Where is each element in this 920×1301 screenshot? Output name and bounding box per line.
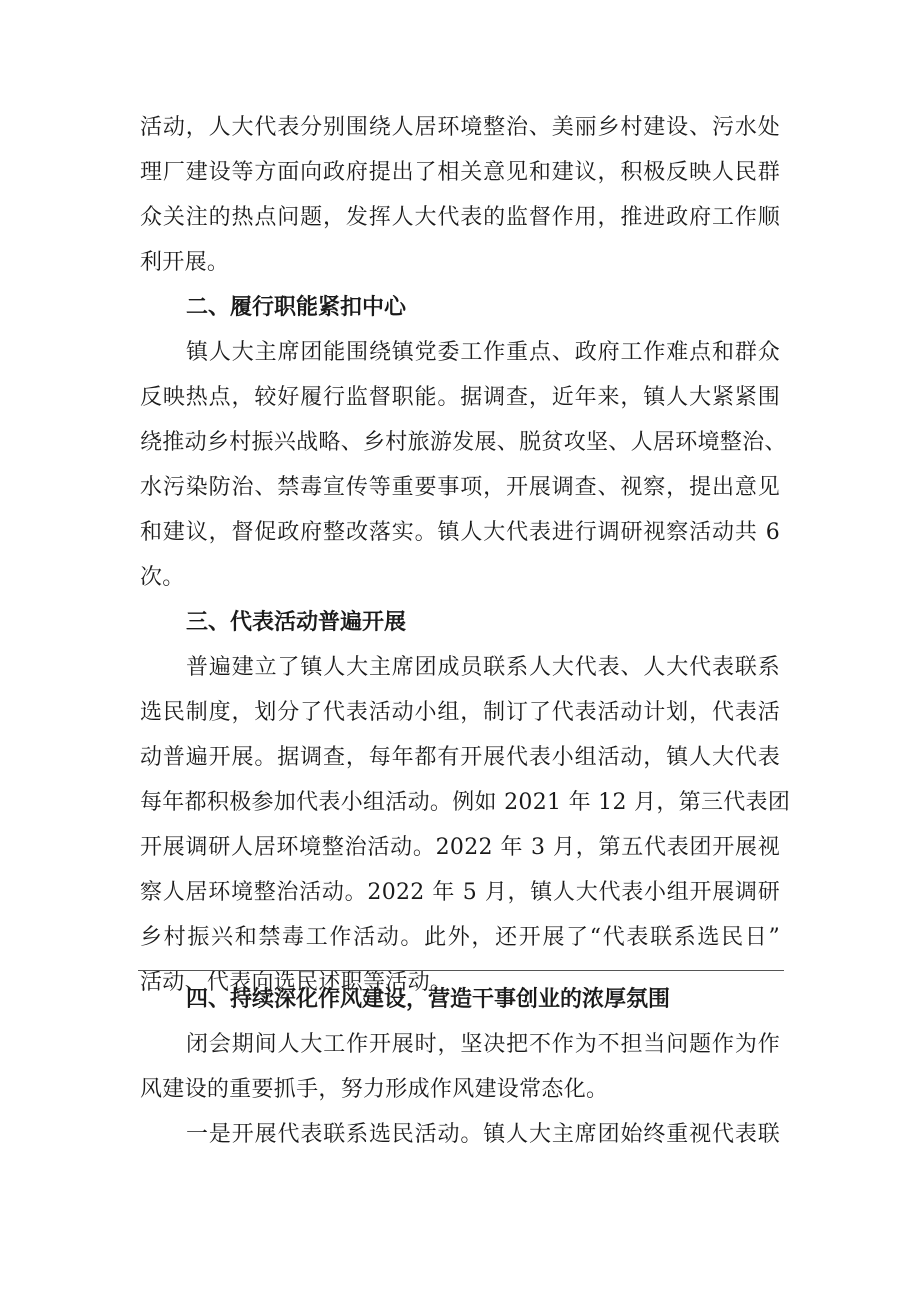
paragraph-line: 和建议，督促政府整改落实。镇人大代表进行调研视察活动共 6 (140, 520, 780, 545)
paragraph-line: 每年都积极参加代表小组活动。例如 2021 年 12 月，第三代表团 (140, 790, 791, 815)
paragraph-line: 普遍建立了镇人大主席团成员联系人大代表、人大代表联系 (186, 655, 780, 680)
paragraph-line: 镇人大主席团能围绕镇党委工作重点、政府工作难点和群众 (186, 340, 780, 365)
paragraph-line: 次。 (140, 565, 185, 590)
paragraph-line: 动普遍开展。据调查，每年都有开展代表小组活动，镇人大代表 (140, 745, 780, 770)
paragraph-line: 开展调研人居环境整治活动。2022 年 3 月，第五代表团开展视 (140, 835, 780, 860)
paragraph-line: 水污染防治、禁毒宣传等重要事项，开展调查、视察，提出意见 (140, 475, 780, 500)
paragraph-line: 众关注的热点问题，发挥人大代表的监督作用，推进政府工作顺 (140, 205, 780, 230)
paragraph-line: 反映热点，较好履行监督职能。据调查，近年来，镇人大紧紧围 (140, 385, 780, 410)
paragraph-line: 察人居环境整治活动。2022 年 5 月，镇人大代表小组开展调研 (140, 880, 780, 905)
paragraph-line: 活动、代表向选民述职等活动。 (140, 970, 453, 995)
section-divider (138, 970, 784, 971)
section-heading: 四、持续深化作风建设，营造干事创业的浓厚氛围 (186, 987, 671, 1012)
paragraph-line: 利开展。 (140, 250, 230, 275)
paragraph-line: 一是开展代表联系选民活动。镇人大主席团始终重视代表联 (186, 1122, 780, 1147)
section-heading: 三、代表活动普遍开展 (186, 610, 407, 635)
paragraph-line: 乡村振兴和禁毒工作活动。此外，还开展了“代表联系选民日” (140, 925, 780, 950)
paragraph-line: 活动，人大代表分别围绕人居环境整治、美丽乡村建设、污水处 (140, 115, 780, 140)
paragraph-line: 风建设的重要抓手，努力形成作风建设常态化。 (140, 1077, 609, 1102)
paragraph-line: 闭会期间人大工作开展时，坚决把不作为不担当问题作为作 (186, 1032, 780, 1057)
paragraph-line: 选民制度，划分了代表活动小组，制订了代表活动计划，代表活 (140, 700, 780, 725)
section-heading: 二、履行职能紧扣中心 (186, 295, 407, 320)
paragraph-line: 理厂建设等方面向政府提出了相关意见和建议，积极反映人民群 (140, 160, 780, 185)
paragraph-line: 绕推动乡村振兴战略、乡村旅游发展、脱贫攻坚、人居环境整治、 (140, 430, 787, 455)
